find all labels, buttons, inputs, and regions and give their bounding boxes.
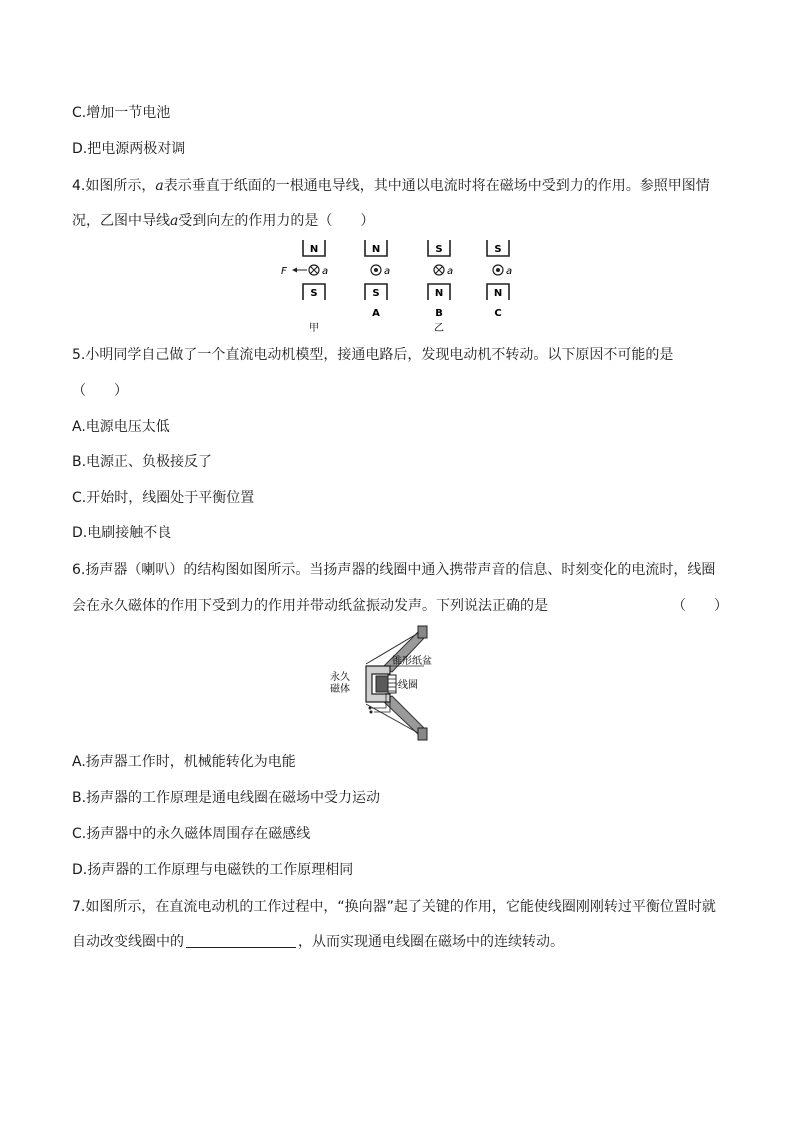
label-coil: 线圈	[398, 680, 418, 691]
question-7-line-2: 自动改变线圈中的 ，从而实现通电线圈在磁场中的连续转动。	[72, 934, 564, 950]
coil	[388, 675, 396, 693]
question-4-line-1: 4.如图所示，a表示垂直于纸面的一根通电导线，其中通以电流时将在磁场中受到力的作用。参照甲图情	[72, 178, 710, 194]
bottom-pole-label: S	[310, 288, 318, 299]
magnet-panel	[281, 240, 328, 300]
caption-jia: 甲	[309, 323, 319, 334]
wire-label: a	[384, 266, 391, 277]
magnet-panel	[365, 240, 390, 319]
question-6-line-2: 会在永久磁体的作用下受到力的作用并带动纸盆振动发声。下列说法正确的是	[72, 598, 548, 614]
magnet-panel	[428, 240, 453, 319]
cone-rim-bottom	[418, 728, 427, 740]
question-5-line-2: （ ）	[72, 383, 128, 399]
option-5d: D.电刷接触不良	[72, 525, 172, 541]
option-6b: B.扬声器的工作原理是通电线圈在磁场中受力运动	[72, 790, 381, 806]
figure-loudspeaker	[326, 624, 436, 746]
top-pole-label: N	[371, 244, 381, 255]
force-label: F	[281, 266, 287, 277]
label-magnet-1: 永久	[330, 672, 350, 683]
option-5b: B.电源正、负极接反了	[72, 454, 213, 470]
variable-a: a	[170, 213, 179, 229]
option-5c: C.开始时，线圈处于平衡位置	[72, 490, 255, 506]
answer-paren-6: （ ）	[672, 598, 728, 614]
top-pole-label: N	[309, 244, 319, 255]
option-6d: D.扬声器的工作原理与电磁铁的工作原理相同	[72, 862, 354, 878]
wire-label: a	[447, 266, 454, 277]
option-3d: D.把电源两极对调	[72, 141, 186, 157]
question-6-line-1: 6.扬声器（喇叭）的结构图如图所示。当扬声器的线圈中通入携带声音的信息、时刻变化的电流时，线圈	[72, 562, 716, 578]
question-4-line-2: 况，乙图中导线a受到向左的作用力的是（ ）	[72, 213, 375, 229]
option-6a: A.扬声器工作时，机械能转化为电能	[72, 754, 296, 770]
question-5-line-1: 5.小明同学自己做了一个直流电动机模型，接通电路后，发现电动机不转动。以下原因不可能的是	[72, 347, 674, 363]
cone-rim-top	[418, 626, 427, 638]
label-magnet-2: 磁体	[330, 684, 350, 695]
magnet-panel	[487, 240, 512, 319]
question-7-line-1: 7.如图所示，在直流电动机的工作过程中，“换向器”起了关键的作用，它能使线圈刚刚转过平衡位置时就	[72, 899, 716, 915]
option-caption: C	[494, 308, 502, 319]
figure-magnet-panels	[270, 236, 530, 336]
caption-yi: 乙	[434, 323, 444, 334]
bottom-pole-label: N	[493, 288, 503, 299]
label-cone: 锥形纸盆	[392, 656, 432, 667]
top-pole-label: S	[494, 244, 502, 255]
option-caption: A	[372, 308, 380, 319]
wire-label: a	[322, 266, 329, 277]
wire-label: a	[506, 266, 513, 277]
option-caption: B	[435, 308, 443, 319]
top-pole-label: S	[435, 244, 443, 255]
bottom-pole-label: N	[434, 288, 444, 299]
bottom-pole-label: S	[372, 288, 380, 299]
option-3c: C.增加一节电池	[72, 105, 171, 121]
variable-a: a	[155, 178, 164, 194]
option-5a: A.电源电压太低	[72, 419, 170, 435]
option-6c: C.扬声器中的永久磁体周围存在磁感线	[72, 826, 311, 842]
answer-blank[interactable]	[186, 933, 296, 948]
